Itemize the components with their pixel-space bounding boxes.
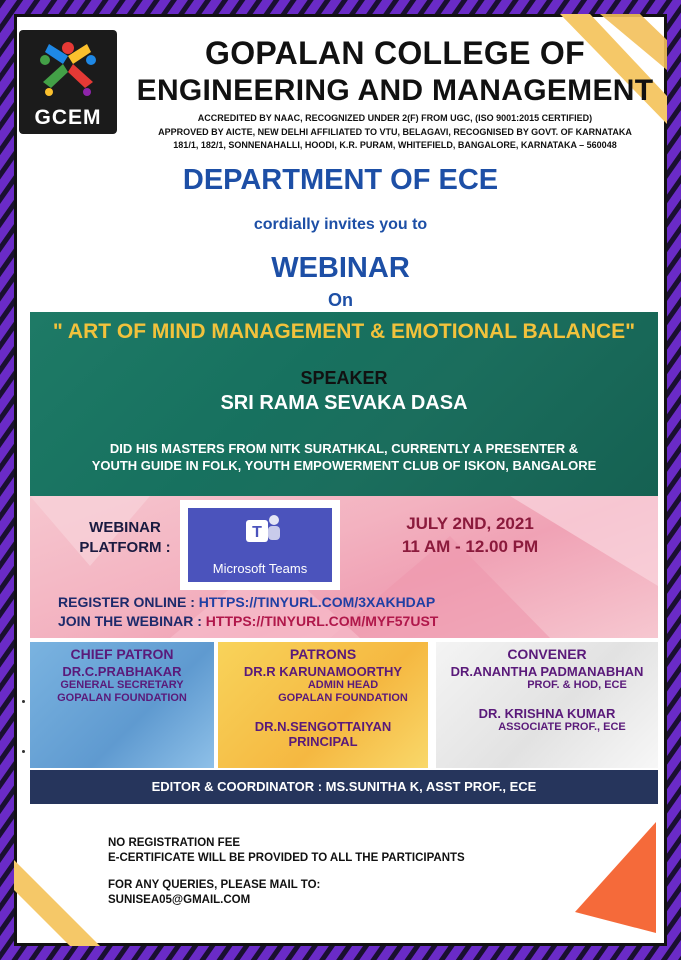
patron-detail: GOPALAN FOUNDATION (278, 692, 408, 704)
accreditation-line: APPROVED BY AICTE, NEW DELHI AFFILIATED TO VTU, BELAGAVI, RECOGNISED BY GOVT. OF KARNATAKA (158, 126, 632, 137)
patron-name: DR.N.SENGOTTAIYAN (254, 719, 392, 734)
logo-figures-icon (19, 30, 117, 110)
convener-panel (436, 642, 658, 768)
convener-detail: PROF. & HOD, ECE (527, 679, 627, 691)
editor-bar: EDITOR & COORDINATOR : MS.SUNITHA K, ASST PROF., ECE (30, 770, 658, 804)
bullet-dot (22, 750, 25, 753)
convener-name: DR.ANANTHA PADMANABHAN (450, 664, 644, 679)
chief-patron-panel (30, 642, 214, 768)
svg-text:T: T (252, 524, 262, 541)
join-label: JOIN THE WEBINAR : (58, 613, 206, 629)
accreditation-block (126, 112, 664, 153)
footer-email[interactable]: SUNISEA05@GMAIL.COM (108, 894, 251, 906)
on-text: On (328, 290, 353, 310)
footer-certificate: E-CERTIFICATE WILL BE PROVIDED TO ALL THE PARTICIPANTS (108, 852, 465, 864)
chief-patron-detail: GOPALAN FOUNDATION (57, 692, 187, 704)
schedule (360, 512, 580, 558)
schedule-time: 11 AM - 12.00 PM (401, 537, 539, 556)
patron-detail: PRINCIPAL (288, 734, 358, 749)
chief-patron-detail: GENERAL SECRETARY (60, 679, 184, 691)
register-label: REGISTER ONLINE : (58, 594, 199, 610)
teams-name: Microsoft Teams (212, 561, 308, 576)
accreditation-line: ACCREDITED BY NAAC, RECOGNIZED UNDER 2(F) FROM UGC, (ISO 9001:2015 CERTIFIED) (197, 113, 593, 123)
invite-text: cordially invites you to (253, 216, 428, 233)
chief-patron-heading: CHIEF PATRON (70, 646, 174, 662)
patron-detail: ADMIN HEAD (307, 679, 379, 691)
platform-label-line2: PLATFORM : (79, 539, 171, 556)
patrons-panel (218, 642, 428, 768)
department-title: DEPARTMENT OF ECE (182, 164, 499, 196)
footer-fee: NO REGISTRATION FEE (108, 837, 241, 849)
speaker-bio-line: DID HIS MASTERS FROM NITK SURATHKAL, CURRENTLY A PRESENTER & (109, 441, 579, 456)
event-type: WEBINAR (271, 252, 410, 284)
join-link[interactable]: HTTPS://TINYURL.COM/MYF57UST (205, 613, 439, 629)
chief-patron-name: DR.C.PRABHAKAR (62, 664, 182, 679)
orange-triangle (575, 822, 656, 933)
platform-panel (30, 496, 658, 638)
footer-queries: FOR ANY QUERIES, PLEASE MAIL TO: (108, 879, 321, 891)
convener-heading: CONVENER (507, 646, 587, 662)
address-line: 181/1, 182/1, SONNENAHALLI, HOODI, K.R. PURAM, WHITEFIELD, BANGALORE, KARNATAKA – 560048 (173, 140, 617, 150)
platform-label (70, 518, 180, 558)
speaker-bio-line: YOUTH GUIDE IN FOLK, YOUTH EMPOWERMENT CLUB OF ISKON, BANGALORE (91, 458, 597, 473)
speaker-panel (30, 312, 658, 496)
join-row (58, 613, 438, 629)
bullet-dot (22, 700, 25, 703)
college-name (126, 34, 664, 110)
speaker-label: SPEAKER (300, 368, 388, 388)
gcem-logo (19, 30, 117, 134)
schedule-date: JULY 2ND, 2021 (406, 514, 534, 533)
patrons-heading: PATRONS (289, 646, 357, 662)
platform-label-line1: WEBINAR (89, 519, 161, 536)
teams-badge (180, 500, 340, 590)
teams-logo (188, 508, 332, 582)
convener-detail: ASSOCIATE PROF., ECE (498, 721, 626, 733)
speaker-bio (30, 440, 658, 474)
speaker-name: SRI RAMA SEVAKA DASA (220, 392, 468, 414)
college-name-line2: ENGINEERING AND MANAGEMENT (136, 74, 654, 107)
patron-name: DR.R KARUNAMOORTHY (243, 664, 403, 679)
register-row (58, 594, 435, 610)
logo-text: GCEM (34, 106, 102, 129)
convener-name: DR. KRISHNA KUMAR (478, 706, 616, 721)
webinar-title: " ART OF MIND MANAGEMENT & EMOTIONAL BALANCE" (52, 320, 636, 343)
college-name-line1: GOPALAN COLLEGE OF (205, 35, 585, 71)
teams-icon (188, 508, 332, 558)
register-link[interactable]: HTTPS://TINYURL.COM/3XAKHDAP (198, 594, 436, 610)
